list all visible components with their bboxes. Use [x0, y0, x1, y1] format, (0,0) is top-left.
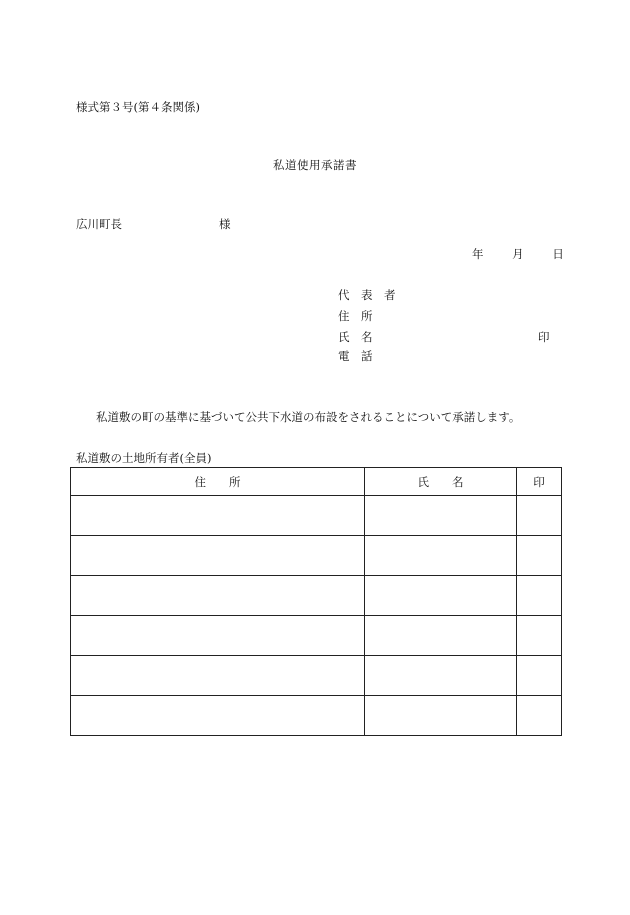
table-row — [71, 656, 562, 696]
representative-label: 代 表 者 — [338, 288, 396, 302]
owner-name-cell[interactable] — [365, 496, 517, 536]
owner-name-cell[interactable] — [365, 536, 517, 576]
owner-seal-cell[interactable] — [517, 656, 562, 696]
header-address: 住 所 — [71, 468, 365, 496]
honorific: 様 — [219, 217, 231, 231]
date-month: 月 — [512, 247, 524, 261]
table-row — [71, 696, 562, 736]
table-row — [71, 496, 562, 536]
owner-seal-cell[interactable] — [517, 536, 562, 576]
representative-name-label: 氏 名 — [338, 330, 373, 344]
date-day: 日 — [552, 247, 564, 261]
date-year: 年 — [472, 247, 484, 261]
table-row — [71, 576, 562, 616]
owner-address-cell[interactable] — [71, 616, 365, 656]
document-title: 私道使用承諾書 — [273, 158, 357, 172]
owner-name-cell[interactable] — [365, 616, 517, 656]
owner-seal-cell[interactable] — [517, 696, 562, 736]
owner-address-cell[interactable] — [71, 536, 365, 576]
addressee: 広川町長 — [76, 217, 122, 231]
owners-table — [70, 467, 562, 736]
owner-name-cell[interactable] — [365, 576, 517, 616]
table-row — [71, 616, 562, 656]
representative-seal-label: 印 — [538, 330, 550, 344]
consent-statement: 私道敷の町の基準に基づいて公共下水道の布設をされることについて承諾します。 — [96, 410, 521, 424]
owner-seal-cell[interactable] — [517, 496, 562, 536]
owner-address-cell[interactable] — [71, 696, 365, 736]
owners-table-header-row — [71, 468, 562, 496]
date-line — [472, 249, 564, 261]
header-seal: 印 — [517, 468, 562, 496]
owner-address-cell[interactable] — [71, 576, 365, 616]
table-row — [71, 536, 562, 576]
owner-seal-cell[interactable] — [517, 616, 562, 656]
representative-phone-label: 電 話 — [338, 349, 373, 363]
header-name: 氏 名 — [365, 468, 517, 496]
form-number: 様式第３号(第４条関係) — [76, 100, 200, 114]
owner-name-cell[interactable] — [365, 696, 517, 736]
owner-address-cell[interactable] — [71, 656, 365, 696]
owner-name-cell[interactable] — [365, 656, 517, 696]
owners-table-caption: 私道敷の土地所有者(全員) — [76, 451, 212, 465]
owner-seal-cell[interactable] — [517, 576, 562, 616]
representative-address-label: 住 所 — [338, 309, 373, 323]
owner-address-cell[interactable] — [71, 496, 365, 536]
